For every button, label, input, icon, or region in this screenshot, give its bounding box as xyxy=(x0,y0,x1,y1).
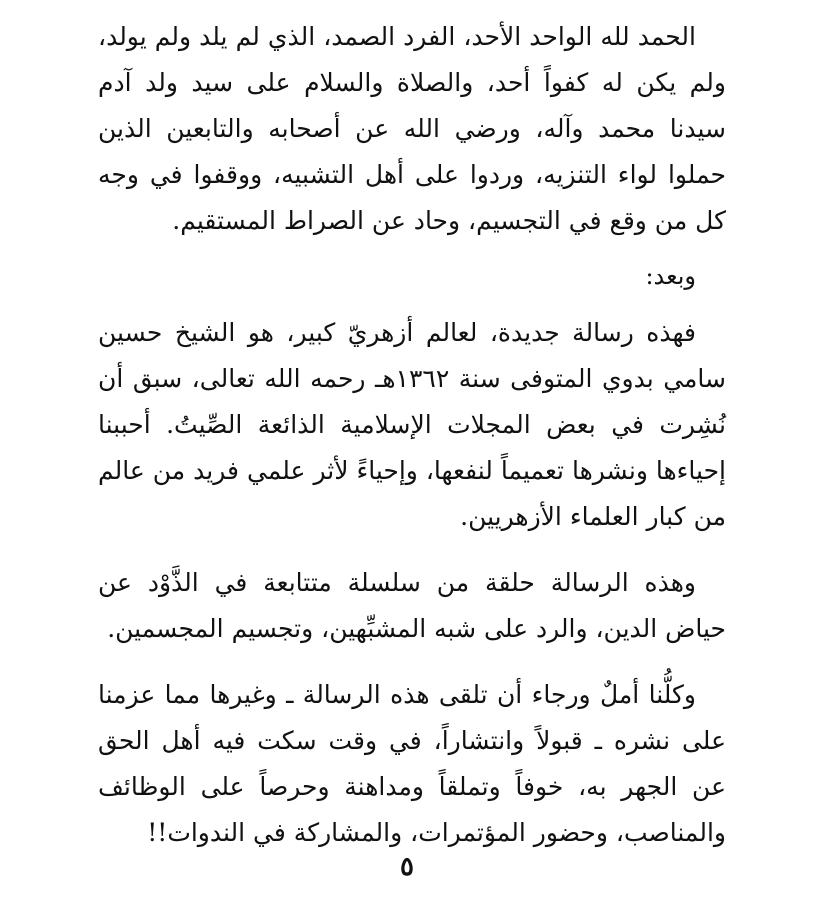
page-number: ٥ xyxy=(400,852,414,882)
paragraph-wa-baad: وبعد: xyxy=(645,262,696,290)
document-page xyxy=(98,14,726,856)
paragraph-series: وهذه الرسالة حلقة من سلسلة متتابعة في الذَّوْد عن حياض الدين، والرد على شبه المشبِّهين، وتجسيم المجسمين. xyxy=(98,568,726,643)
paragraph-praise: الحمد لله الواحد الأحد، الفرد الصمد، الذي لم يلد ولم يولد، ولم يكن له كفواً أحد، والصلاة والسلام على سيد ولد آدم سيدنا محمد وآله، ورضي الله عن أصحابه والتابعين الذين حملوا لواء التنزيه، وردوا على أهل التشبيه، ووقفوا في وجه كل من وقع في التجسيم، وحاد عن الصراط المستقيم. xyxy=(98,22,726,235)
paragraph-hope: وكلُّنا أملٌ ورجاء أن تلقى هذه الرسالة ـ وغيرها مما عزمنا على نشره ـ قبولاً وانتشاراً، في وقت سكت فيه أهل الحق عن الجهر به، خوفاً وتملقاً ومداهنة وحرصاً على الوظائف والمناصب، وحضور المؤتمرات، والمشاركة في الندوات!! xyxy=(98,680,726,847)
paragraph-introduction: فهذه رسالة جديدة، لعالم أزهريّ كبير، هو الشيخ حسين سامي بدوي المتوفى سنة ١٣٦٢هـ رحمه الله تعالى، سبق أن نُشِرت في بعض المجلات الإسلامية الذائعة الصِّيتُ. أحببنا إحياءها ونشرها تعميماً لنفعها، وإحياءً لأثر علمي فريد من عالم من كبار العلماء الأزهريين. xyxy=(98,318,726,531)
